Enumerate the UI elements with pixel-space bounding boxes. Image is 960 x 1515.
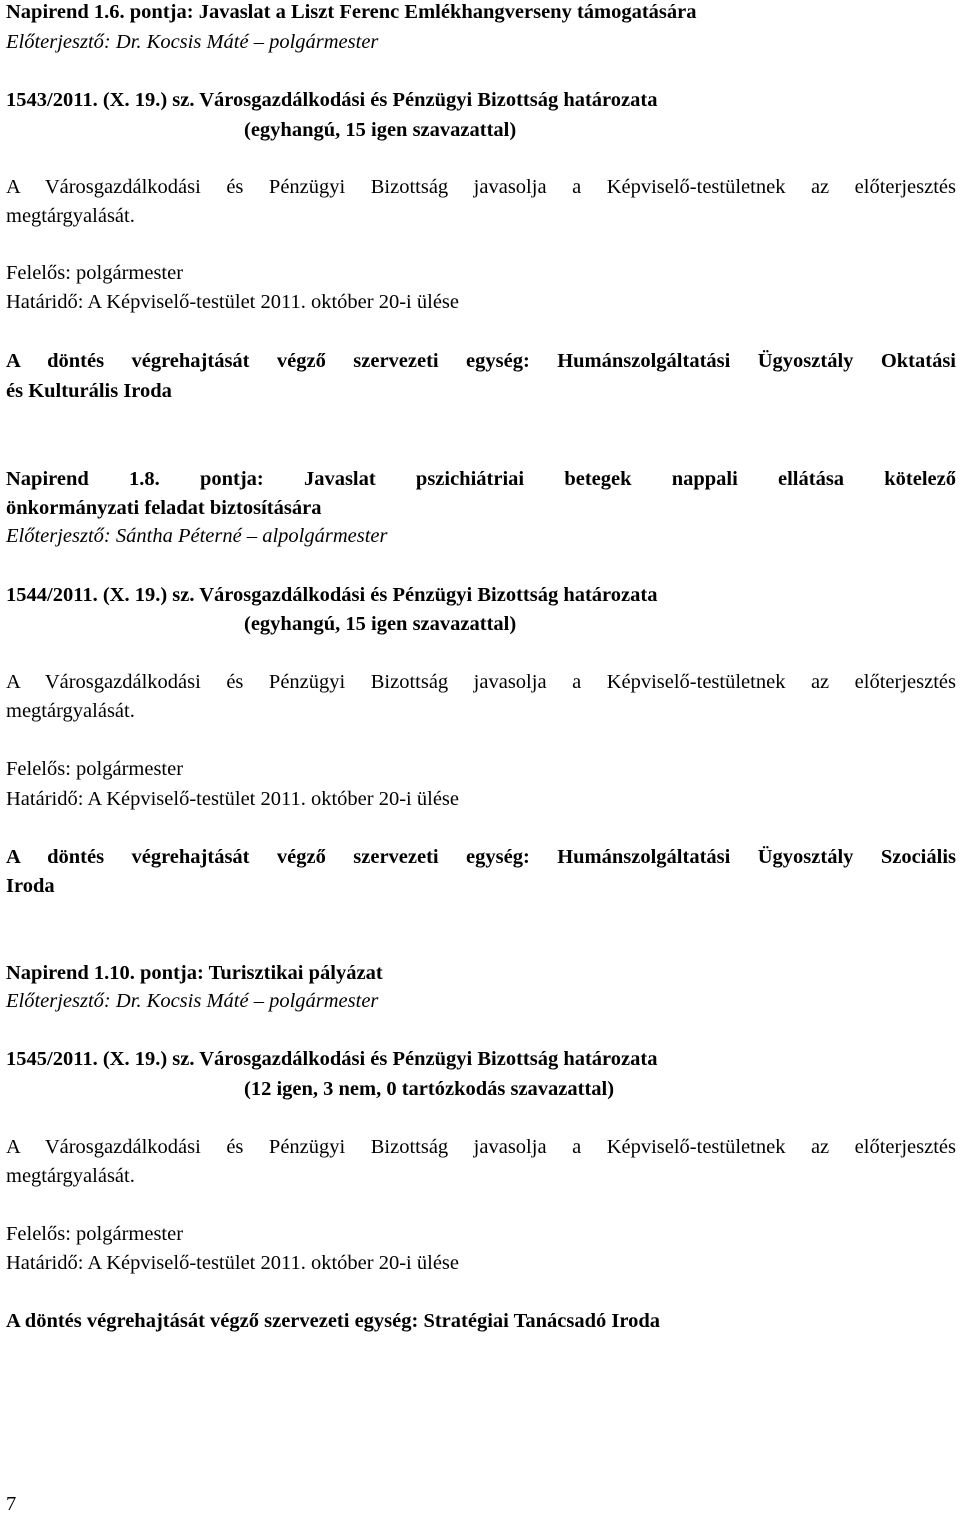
deadline: Határidő: A Képviselő-testület 2011. október 20-i ülése — [6, 788, 459, 810]
resolution-body-cont: megtárgyalását. — [6, 205, 135, 227]
deadline: Határidő: A Képviselő-testület 2011. október 20-i ülése — [6, 1252, 459, 1274]
resolution-body: A Városgazdálkodási és Pénzügyi Bizottság javasolja a Képviselő-testületnek az előterjesztés — [6, 1136, 956, 1158]
executor-cont: Iroda — [6, 875, 55, 897]
deadline: Határidő: A Képviselő-testület 2011. október 20-i ülése — [6, 291, 459, 313]
responsible: Felelős: polgármester — [6, 1223, 184, 1245]
responsible: Felelős: polgármester — [6, 262, 184, 284]
resolution-body-cont: megtárgyalását. — [6, 700, 135, 722]
resolution-title: Városgazdálkodási és Pénzügyi Bizottság határozata — [199, 1048, 658, 1070]
resolution-body-cont: megtárgyalását. — [6, 1165, 135, 1187]
presenter: Előterjesztő: Dr. Kocsis Máté – polgármester — [6, 31, 379, 53]
vote-result: (12 igen, 3 nem, 0 tartózkodás szavazattal) — [244, 1078, 615, 1100]
agenda-title: Napirend 1.8. pontja: Javaslat pszichiátriai betegek nappali ellátása kötelező — [6, 468, 956, 490]
presenter: Előterjesztő: Dr. Kocsis Máté – polgármester — [6, 990, 379, 1012]
resolution-heading — [6, 1049, 657, 1070]
resolution-title: Városgazdálkodási és Pénzügyi Bizottság határozata — [199, 584, 658, 606]
resolution-number: 1543/2011. (X. 19.) sz. — [6, 89, 195, 111]
resolution-heading — [6, 585, 657, 606]
executor: A döntés végrehajtását végző szervezeti egység: Humánszolgáltatási Ügyosztály Oktatási — [6, 350, 956, 372]
executor-cont: és Kulturális Iroda — [6, 380, 172, 402]
agenda-title: Napirend 1.10. pontja: Turisztikai pályázat — [6, 962, 383, 984]
executor: A döntés végrehajtását végző szervezeti egység: Humánszolgáltatási Ügyosztály Szociális — [6, 846, 956, 868]
vote-result: (egyhangú, 15 igen szavazattal) — [244, 613, 517, 635]
executor: A döntés végrehajtását végző szervezeti egység: Stratégiai Tanácsadó Iroda — [6, 1310, 661, 1332]
resolution-number: 1545/2011. (X. 19.) sz. — [6, 1048, 195, 1070]
resolution-heading — [6, 90, 657, 111]
page-number: 7 — [6, 1493, 17, 1515]
agenda-title-cont: önkormányzati feladat biztosítására — [6, 497, 322, 519]
presenter: Előterjesztő: Sántha Péterné – alpolgármester — [6, 525, 388, 547]
resolution-number: 1544/2011. (X. 19.) sz. — [6, 584, 195, 606]
vote-result: (egyhangú, 15 igen szavazattal) — [244, 119, 517, 141]
resolution-title: Városgazdálkodási és Pénzügyi Bizottság határozata — [199, 89, 658, 111]
resolution-body: A Városgazdálkodási és Pénzügyi Bizottság javasolja a Képviselő-testületnek az előterjesztés — [6, 671, 956, 693]
resolution-body: A Városgazdálkodási és Pénzügyi Bizottság javasolja a Képviselő-testületnek az előterjesztés — [6, 176, 956, 198]
responsible: Felelős: polgármester — [6, 758, 184, 780]
agenda-title: Napirend 1.6. pontja: Javaslat a Liszt Ferenc Emlékhangverseny támogatására — [6, 1, 697, 23]
